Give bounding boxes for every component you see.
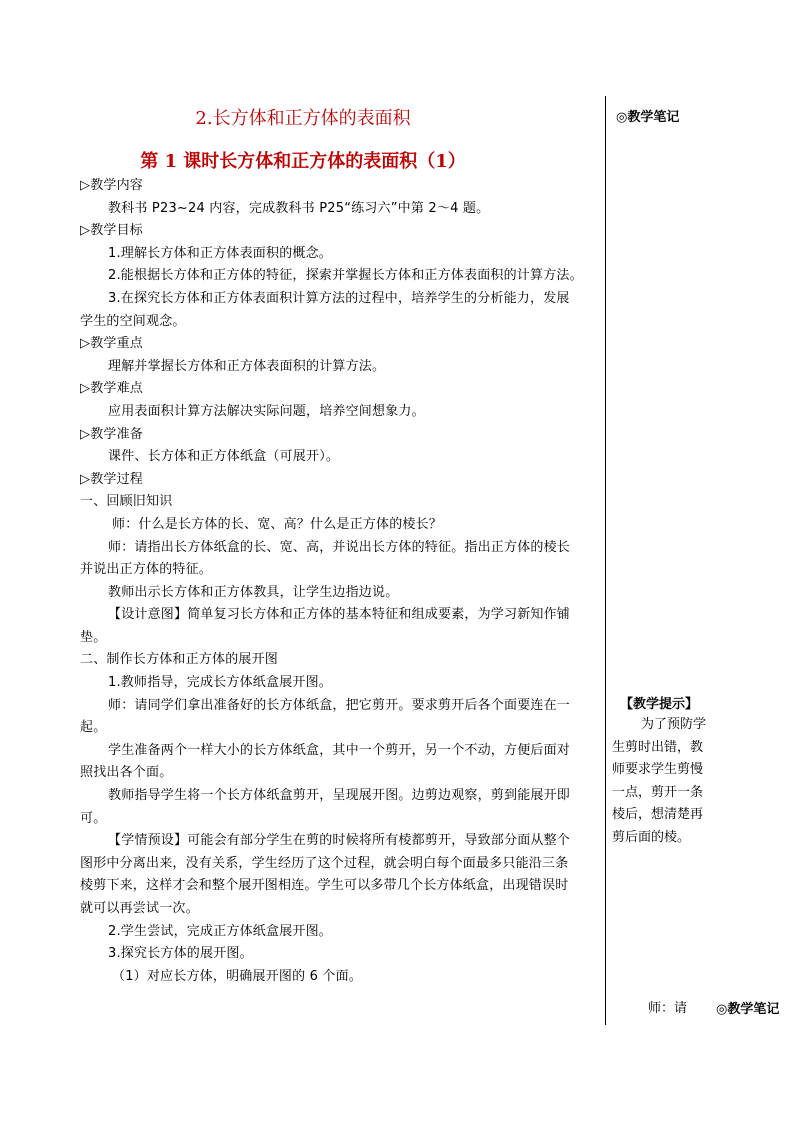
lesson-title: 第 1 课时长方体和正方体的表面积（1）	[140, 151, 466, 172]
body-line: 教科书 P23~24 内容，完成教科书 P25“练习六”中第 2～4 题。	[108, 200, 490, 216]
body-line: 师：请同学们拿出准备好的长方体纸盒，把它剪开。要求剪开后各个面要连在一	[108, 697, 571, 713]
body-line: 1.理解长方体和正方体表面积的概念。	[108, 245, 333, 261]
body-line: 教师指导学生将一个长方体纸盒剪开，呈现展开图。边剪边观察，剪到能展开即	[108, 788, 571, 804]
teaching-tip-line: 为了预防学	[641, 717, 707, 732]
section-title: 2.长方体和正方体的表面积	[195, 108, 411, 129]
section-heading: ▷教学内容	[80, 178, 143, 193]
body-line: 【设计意图】简单复习长方体和正方体的基本特征和组成要素，为学习新知作铺	[108, 607, 571, 623]
body-line: 就可以再尝试一次。	[80, 901, 199, 916]
teaching-tip-body	[612, 714, 742, 850]
teaching-tip-line: 棱后，想清楚再	[612, 807, 704, 823]
body-line: 3.在探究长方体和正方体表面积计算方法的过程中，培养学生的分析能力，发展	[108, 290, 570, 306]
body-line: 垫。	[80, 629, 107, 645]
section-heading: ▷教学重点	[80, 336, 143, 352]
teaching-tip-line: 剪后面的棱。	[612, 829, 691, 845]
teaching-tip-line: 生剪时出错，教	[612, 739, 704, 755]
body-line: 2.学生尝试，完成正方体纸盒展开图。	[108, 923, 333, 939]
body-line: 棱剪下来，这样才会和整个展开图相连。学生可以多带几个长方体纸盒，出现错误时	[80, 878, 569, 894]
body-line: 理解并掌握长方体和正方体表面积的计算方法。	[108, 358, 386, 374]
body-line: 可。	[80, 810, 107, 826]
footer-fragment: 师：请	[648, 1001, 688, 1016]
body-line: 一、回顾旧知识	[80, 494, 173, 510]
body-line: 教师出示长方体和正方体教具，让学生边指边说。	[108, 584, 399, 600]
body-line: 师：什么是长方体的长、宽、高？什么是正方体的棱长？	[112, 516, 443, 532]
section-heading: ▷教学准备	[80, 426, 143, 442]
body-line: 2.能根据长方体和正方体的特征，探索并掌握长方体和正方体表面积的计算方法。	[108, 268, 583, 284]
section-heading: ▷教学难点	[80, 381, 143, 397]
section-heading: ▷教学目标	[80, 223, 143, 239]
column-divider	[605, 96, 606, 1025]
body-line: 起。	[80, 720, 107, 736]
teaching-tip-line: 一点，剪开一条	[612, 784, 704, 800]
side-note-title: ◎教学笔记	[616, 110, 680, 125]
teaching-tip-line: 师要求学生剪慢	[612, 762, 704, 778]
lesson-body	[80, 175, 602, 988]
body-line: 图形中分离出来，没有关系，学生经历了这个过程，就会明白每个面最多只能沿三条	[80, 855, 569, 871]
body-line: 学生准备两个一样大小的长方体纸盒，其中一个剪开，另一个不动，方便后面对	[108, 742, 571, 758]
body-line: 照找出各个面。	[80, 765, 173, 781]
body-line: 并说出正方体的特征。	[80, 562, 213, 578]
section-heading: ▷教学过程	[80, 471, 143, 487]
body-line: 二、制作长方体和正方体的展开图	[80, 652, 279, 668]
body-line: 【学情预设】可能会有部分学生在剪的时候将所有棱都剪开，导致部分面从整个	[108, 833, 571, 849]
body-line: 学生的空间观念。	[80, 313, 186, 329]
body-line: 应用表面积计算方法解决实际问题，培养空间想象力。	[108, 403, 425, 419]
body-line: 师：请指出长方体纸盒的长、宽、高，并说出长方体的特征。指出正方体的棱长	[108, 539, 571, 555]
body-line: 课件、长方体和正方体纸盒（可展开）。	[108, 449, 340, 465]
footer-side-note-title: ◎教学笔记	[716, 1002, 780, 1017]
body-line: 3.探究长方体的展开图。	[108, 946, 253, 962]
teaching-tip-title: 【教学提示】	[620, 697, 699, 712]
body-line: 1.教师指导，完成长方体纸盒展开图。	[108, 675, 333, 691]
body-line: （1）对应长方体，明确展开图的 6 个面。	[112, 968, 363, 984]
